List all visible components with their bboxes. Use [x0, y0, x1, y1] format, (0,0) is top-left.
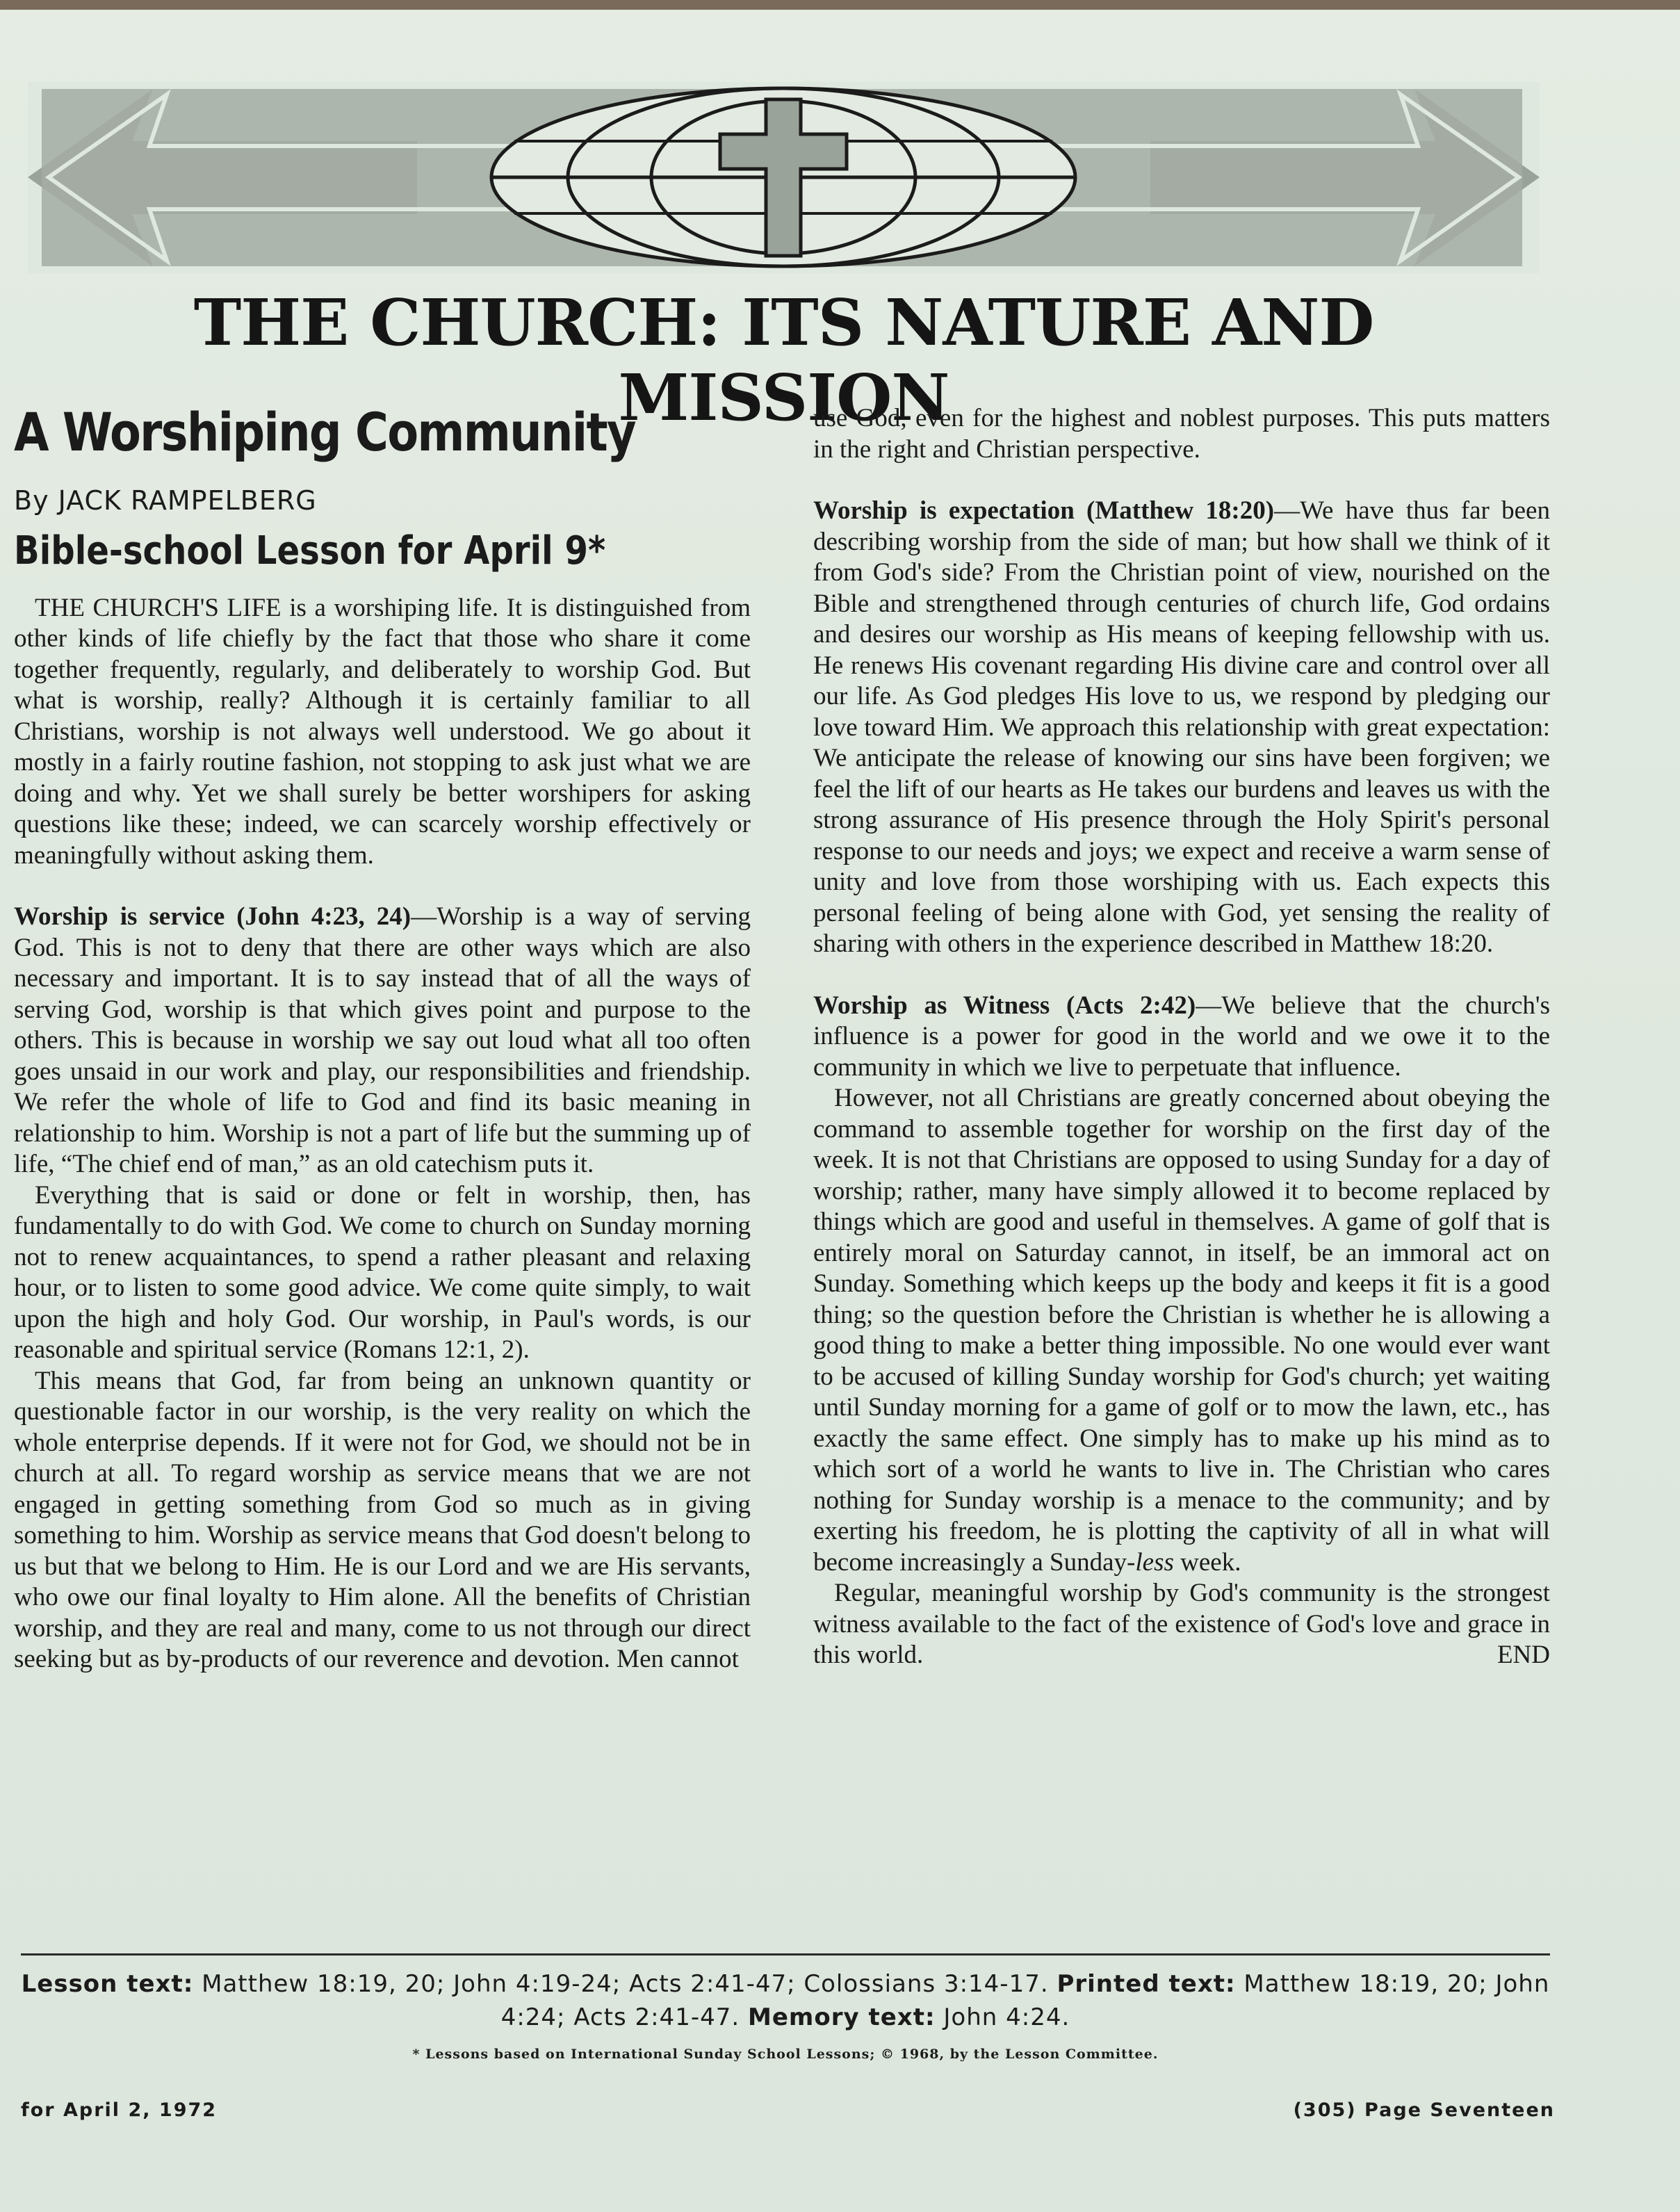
paragraph-everything: Everything that is said or done or felt in worship, then, has fundamentally to do with God. We come to church on Sunday morning not to renew acquaintances, to spend a rather pleasant and relaxing hour, or to listen to some good advice. We come quite simply, to wait upon the high and holy God. Our worship, in Paul's words, is our reasonable and spiritual service (Romans 12:1, 2). [14, 1180, 751, 1365]
paragraph-however [813, 1083, 1550, 1578]
section-body-witness: —We believe that the church's influence is a power for good in the world and we owe it to the community in which we live to perpetuate that influence. [813, 991, 1550, 1082]
page-title: THE CHURCH: ITS NATURE AND MISSION [193, 285, 1374, 435]
lesson-text-value: Matthew 18:19, 20; John 4:19-24; Acts 2:41-47; Colossians 3:14-17. [193, 1970, 1057, 1998]
section-body-service: —Worship is a way of serving God. This is not to deny that there are other ways which are also necessary and important. It is to say instead that of all the ways of serving God, worship is that which gives point and purpose to the others. This is because in worship we say out loud what all too often goes unsaid in our work and play, our responsibilities and friendship. We refer the whole of life to God and find its basic meaning in relationship to him. Worship is not a part of life but the summing up of life, “The chief end of man,” as an old catechism puts it. [14, 902, 751, 1179]
footer-divider [21, 1953, 1550, 1955]
right-column [813, 403, 1550, 1671]
page-number: (305) Page Seventeen [1293, 2099, 1555, 2121]
section-heading-witness: Worship as Witness (Acts 2:42) [813, 991, 1196, 1020]
paragraph-this-means: This means that God, far from being an unknown quantity or questionable factor in our worship, is the very reality on which the whole enterprise depends. If it were not for God, we should not be in church at all. To regard worship as service means that we are not engaged in getting something from God so much as in giving something to him. Worship as service means that God doesn't belong to us but that we belong to Him. He is our Lord and we are His servants, who owe our final loyalty to Him alone. All the benefits of Christian worship, and they are real and many, come to us not through our direct seeking but as by-products of our reverence and devotion. Men cannot [14, 1366, 751, 1674]
copyright-footnote: * Lessons based on International Sunday School Lessons; © 1968, by the Lesson Committee. [412, 2047, 1159, 2062]
end-mark: END [1496, 1641, 1550, 1669]
paragraph-however-end: week. [1173, 1547, 1241, 1577]
left-column [14, 403, 751, 1675]
section-heading-expectation: Worship is expectation (Matthew 18:20) [813, 496, 1275, 525]
byline: By JACK RAMPELBERG [14, 485, 317, 516]
lesson-text-label: Lesson text: [21, 1970, 194, 1998]
printed-text-value: Matthew 18:19, 20; John 4:24; Acts 2:41-47. [500, 1970, 1550, 2031]
section-service [14, 902, 751, 1180]
article-title: A Worshiping Community [14, 401, 635, 463]
lesson-references [21, 1967, 1550, 2034]
section-witness [813, 991, 1550, 1084]
issue-date: for April 2, 1972 [21, 2099, 218, 2121]
section-body-expectation: —We have thus far been describing worship from the side of man; but how shall we think of it from God's side? From the Christian point of view, nourished on the Bible and strengthened through centuries of church life, God ordains and desires our worship as His means of keeping fellowship with us. He renews His covenant regarding His divine care and control over all our life. As God pledges His love to us, we respond by pledging our love toward Him. We approach this relationship with great expectation: We anticipate the release of knowing our sins have been forgiven; we feel the lift of our hearts as He takes our burdens and leaves us with the strong assurance of His presence through the Holy Spirit's personal response to our needs and joys; we expect and receive a warm sense of unity and love from those worshiping with us. Each expects this personal feeling of being alone with God, yet sensing the reality of sharing with others in the experience described in Matthew 18:20. [813, 496, 1550, 958]
paragraph-however-text: However, not all Christians are greatly concerned about obeying the command to assemble together for worship on the first day of the week. It is not that Christians are opposed to using Sunday for a day of worship; rather, many have simply allowed it to become replaced by things which are good and useful in themselves. A game of golf that is entirely moral on Saturday cannot, in itself, be an immoral act on Sunday. Something which keeps up the body and keeps it fit is a good thing; so the question before the Christian is whether he is allowing a good thing to make a better thing impossible. No one would ever want to be accused of killing Sunday worship for God's church; yet waiting until Sunday morning for a game of golf or to mow the lawn, etc., has exactly the same effect. One simply has to make up his mind as to which sort of a world he wants to live in. The Christian who cares nothing for Sunday worship is a menace to the community; and by exerting his freedom, he is plotting the captivity of all in what will become increasingly a Sunday- [813, 1084, 1550, 1577]
globe-cross-banner [28, 82, 1540, 273]
printed-text-label: Printed text: [1057, 1970, 1236, 1998]
paragraph-regular [813, 1578, 1550, 1671]
emphasis-less: less [1135, 1547, 1174, 1577]
paragraph-regular-text: Regular, meaningful worship by God's community is the strongest witness available to the fact of the existence of God's love and grace in this world. [813, 1579, 1550, 1669]
section-expectation [813, 496, 1550, 960]
section-heading-service: Worship is service (John 4:23, 24) [14, 902, 411, 932]
memory-text-value: John 4:24. [935, 2003, 1070, 2031]
paragraph-continued: use God, even for the highest and noblest purposes. This puts matters in the right and Christian perspective. [813, 404, 1550, 464]
memory-text-label: Memory text: [748, 2003, 936, 2031]
page-edge [0, 0, 1680, 10]
lesson-date-heading: Bible-school Lesson for April 9* [14, 528, 606, 574]
intro-paragraph: THE CHURCH'S LIFE is a worshiping life. It is distinguished from other kinds of life chiefly by the fact that those who share it come together frequently, regularly, and deliberately to worship God. But what is worship, really? Although it is certainly familiar to all Christians, worship is not always well understood. We go about it mostly in a fairly routine fashion, not stopping to ask just what we are doing and why. Yet we shall surely be better worshipers for asking questions like these; indeed, we can scarcely worship effectively or meaningfully without asking them. [14, 593, 751, 870]
